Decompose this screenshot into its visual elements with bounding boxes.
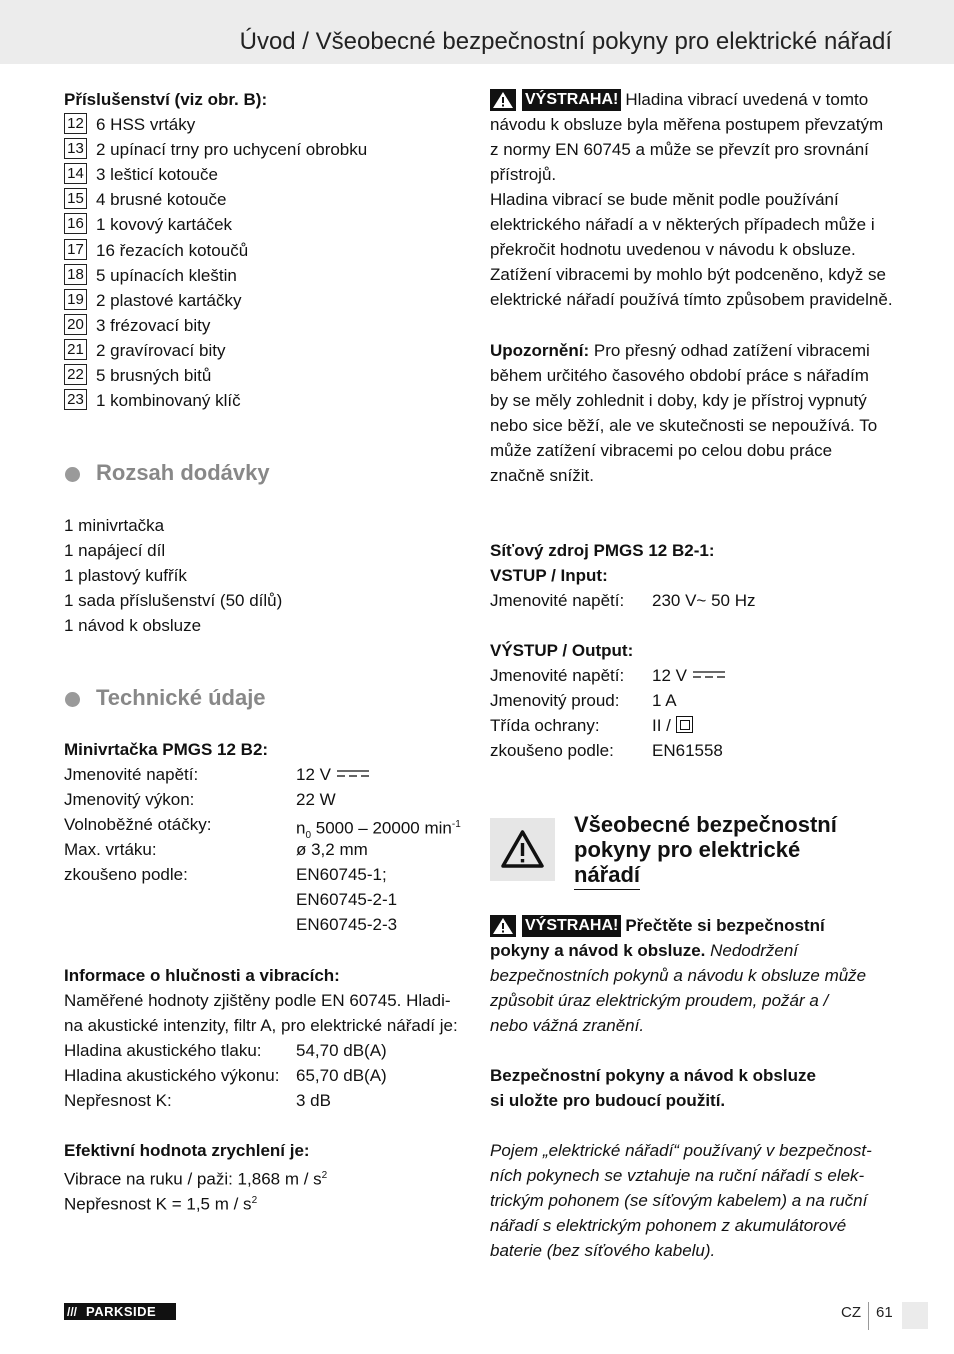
language-code: CZ bbox=[841, 1304, 861, 1321]
part-number: 13 bbox=[64, 138, 87, 159]
spec-value: EN60745-2-1 bbox=[296, 890, 398, 909]
warning-triangle-icon bbox=[490, 915, 516, 937]
keep-instructions: si uložte pro budoucí použití. bbox=[490, 1091, 726, 1110]
delivery-item: 1 napájecí díl bbox=[64, 541, 166, 560]
warning-vibration: VÝSTRAHA! Hladina vibrací uvedená v tomto bbox=[490, 87, 868, 113]
spec-value: EN60745-1; bbox=[296, 865, 387, 884]
warning-text-line: z normy EN 60745 a může se převzít pro srovnání bbox=[490, 140, 869, 159]
definition-text-line: nářadí s elektrickým pohonem z akumulátorové bbox=[490, 1216, 847, 1235]
noise-text: na akustické intenzity, filtr A, pro elektrické nářadí je: bbox=[64, 1016, 458, 1035]
accessory-item bbox=[64, 137, 367, 162]
warning-triangle-icon bbox=[490, 818, 555, 881]
spec-label: Max. vrtáku: bbox=[64, 840, 157, 859]
note-paragraph: Upozornění: Pro přesný odhad zatížení vibracemi bbox=[490, 341, 870, 360]
psu-output-label: Jmenovitý proud: bbox=[490, 691, 620, 710]
accessory-item bbox=[64, 338, 225, 363]
spec-label: Jmenovitý výkon: bbox=[64, 790, 195, 809]
part-number: 15 bbox=[64, 188, 87, 209]
bullet-icon bbox=[65, 467, 80, 482]
part-number: 14 bbox=[64, 163, 87, 184]
noise-label: Hladina akustického výkonu: bbox=[64, 1066, 280, 1085]
warning-text-line: způsobit úraz elektrickým proudem, požár a / bbox=[490, 991, 829, 1010]
spec-label: Volnoběžné otáčky: bbox=[64, 815, 212, 834]
accessory-label: 4 brusné kotouče bbox=[96, 190, 227, 210]
accessory-item bbox=[64, 363, 211, 388]
accessory-label: 3 frézovací bity bbox=[96, 315, 211, 335]
definition-text-line: ních pokynech se vztahuje na ruční nářadí s elek- bbox=[490, 1166, 865, 1185]
device-heading: Minivrtačka PMGS 12 B2: bbox=[64, 740, 269, 759]
spec-label: zkoušeno podle: bbox=[64, 865, 188, 884]
accessory-item bbox=[64, 388, 241, 413]
accel-heading: Efektivní hodnota zrychlení je: bbox=[64, 1141, 310, 1160]
noise-label: Hladina akustického tlaku: bbox=[64, 1041, 262, 1060]
delivery-item: 1 sada příslušenství (50 dílů) bbox=[64, 591, 283, 610]
accessories-heading: Příslušenství (viz obr. B): bbox=[64, 90, 268, 109]
definition-text-line: trickým pohonem (se síťovým kabelem) a na ruční bbox=[490, 1191, 868, 1210]
warning-text-line: překročit hodnotu uvedenou v návodu k obsluze. bbox=[490, 240, 856, 259]
accessory-item bbox=[64, 313, 210, 338]
safety-title: Všeobecné bezpečnostní bbox=[574, 812, 837, 837]
spec-value: 22 W bbox=[296, 790, 336, 809]
part-number: 23 bbox=[64, 389, 87, 410]
delivery-item: 1 minivrtačka bbox=[64, 516, 165, 535]
psu-output-heading: VÝSTUP / Output: bbox=[490, 641, 634, 660]
warning-text-line: přístrojů. bbox=[490, 165, 557, 184]
page-number: 61 bbox=[876, 1304, 893, 1321]
warning-text-line: elektrické nářadí používá tímto způsobem pravidelně. bbox=[490, 290, 893, 309]
noise-label: Nepřesnost K: bbox=[64, 1091, 172, 1110]
spec-value: ø 3,2 mm bbox=[296, 840, 368, 859]
footer-block bbox=[902, 1302, 928, 1329]
accessory-label: 2 plastové kartáčky bbox=[96, 290, 242, 310]
note-text-line: značně snížit. bbox=[490, 466, 594, 485]
warning-text-line: elektrického nářadí a v některých případech může i bbox=[490, 215, 875, 234]
class-ii-icon bbox=[676, 716, 693, 733]
psu-heading: Síťový zdroj PMGS 12 B2-1: bbox=[490, 541, 715, 560]
accessory-item bbox=[64, 187, 226, 212]
warning-triangle-icon bbox=[490, 89, 516, 111]
definition-text-line: baterie (bez síťového kabelu). bbox=[490, 1241, 716, 1260]
delivery-item: 1 plastový kufřík bbox=[64, 566, 187, 585]
tech-heading: Technické údaje bbox=[96, 685, 266, 710]
accel-uncertainty: Nepřesnost K = 1,5 m / $s^2$ bbox=[64, 1194, 258, 1214]
psu-output-value: EN61558 bbox=[652, 741, 723, 760]
note-text-line: může zatížení vibracemi po celou dobu práce bbox=[490, 441, 833, 460]
note-text-line: nebo sice běží, ale ve skutečnosti se nepoužívá. To bbox=[490, 416, 878, 435]
accessory-item bbox=[64, 238, 248, 263]
part-number: 21 bbox=[64, 339, 87, 360]
part-number: 18 bbox=[64, 264, 87, 285]
dc-symbol-icon bbox=[337, 769, 369, 779]
noise-value: 65,70 dB(A) bbox=[296, 1066, 387, 1085]
warning-text-line: návodu k obsluze byla měřena postupem převzatým bbox=[490, 115, 884, 134]
accessory-item bbox=[64, 162, 218, 187]
accessory-label: 2 gravírovací bity bbox=[96, 340, 226, 360]
part-number: 20 bbox=[64, 314, 87, 335]
parkside-logo: /// PARKSIDE bbox=[64, 1303, 176, 1320]
delivery-item: 1 návod k obsluze bbox=[64, 616, 202, 635]
warning-badge: VÝSTRAHA! bbox=[490, 912, 625, 937]
noise-heading: Informace o hlučnosti a vibracích: bbox=[64, 966, 340, 985]
accessory-item bbox=[64, 212, 232, 237]
warning-text-line: nebo vážná zranění. bbox=[490, 1016, 645, 1035]
noise-value: 54,70 dB(A) bbox=[296, 1041, 387, 1060]
spec-value: EN60745-2-3 bbox=[296, 915, 398, 934]
warning-badge: VÝSTRAHA! bbox=[490, 86, 625, 111]
warning-read-instructions: VÝSTRAHA! Přečtěte si bezpečnostní bbox=[490, 913, 825, 939]
note-text-line: by se měly zohlednit i doby, kdy je přístroj vypnutý bbox=[490, 391, 867, 410]
keep-instructions: Bezpečnostní pokyny a návod k obsluze bbox=[490, 1066, 816, 1085]
psu-output-label: Jmenovité napětí: bbox=[490, 666, 625, 685]
spec-label: Jmenovité napětí: bbox=[64, 765, 199, 784]
accessory-label: 2 upínací trny pro uchycení obrobku bbox=[96, 140, 368, 160]
psu-output-label: Třída ochrany: bbox=[490, 716, 600, 735]
note-text-line: během určitého časového období práce s nářadím bbox=[490, 366, 869, 385]
noise-value: 3 dB bbox=[296, 1091, 331, 1110]
accessory-label: 6 HSS vrtáky bbox=[96, 115, 196, 134]
delivery-heading: Rozsah dodávky bbox=[96, 460, 270, 485]
psu-output-value: II / bbox=[652, 713, 693, 738]
psu-output-value: 1 A bbox=[652, 691, 677, 710]
accessory-label: 16 řezacích kotoučů bbox=[96, 240, 249, 260]
part-number: 12 bbox=[64, 113, 87, 134]
warning-read-instructions: pokyny a návod k obsluze. Nedodržení bbox=[490, 941, 799, 960]
warning-text-line: Zatížení vibracemi by mohlo být podceněno, když se bbox=[490, 265, 886, 284]
safety-title: pokyny pro elektrické bbox=[574, 837, 801, 862]
accessory-label: 1 kovový kartáček bbox=[96, 215, 233, 235]
accessory-item bbox=[64, 288, 242, 313]
accessory-label: 5 upínacích kleštin bbox=[96, 265, 237, 285]
part-number: 19 bbox=[64, 289, 87, 310]
warning-text-line: Hladina vibrací se bude měnit podle používání bbox=[490, 190, 839, 209]
accel-hand-arm: Vibrace na ruku / paži: 1,868 m / $s^2$ bbox=[64, 1169, 328, 1189]
page-header bbox=[0, 0, 954, 64]
spec-value: 12 V bbox=[296, 762, 369, 787]
accessory-label: 1 kombinovaný klíč bbox=[96, 391, 241, 411]
warning-text-line: bezpečnostních pokynů a návodu k obsluze může bbox=[490, 966, 867, 985]
definition-text-line: Pojem „elektrické nářadí“ používaný v bezpečnost- bbox=[490, 1141, 872, 1160]
page-title: Úvod / Všeobecné bezpečnostní pokyny pro elektrické nářadí bbox=[239, 28, 892, 55]
accessory-label: 5 brusných bitů bbox=[96, 366, 212, 385]
footer-divider bbox=[868, 1302, 869, 1330]
bullet-icon bbox=[65, 692, 80, 707]
part-number: 16 bbox=[64, 213, 87, 234]
noise-text: Naměřené hodnoty zjištěny podle EN 60745. Hladi- bbox=[64, 991, 451, 1010]
psu-input-heading: VSTUP / Input: bbox=[490, 566, 608, 585]
spec-value: $n_0$ 5000 – 20000 $\min^{-1}$ bbox=[296, 818, 461, 842]
psu-output-label: zkoušeno podle: bbox=[490, 741, 614, 760]
part-number: 17 bbox=[64, 239, 87, 260]
accessory-label: 3 lešticí kotouče bbox=[96, 165, 218, 185]
accessory-item bbox=[64, 112, 195, 137]
dc-symbol-icon bbox=[693, 670, 725, 680]
psu-input-label: Jmenovité napětí: bbox=[490, 591, 625, 610]
accessory-item bbox=[64, 263, 237, 288]
safety-title: nářadí bbox=[574, 862, 640, 890]
psu-input-value: 230 V~ 50 Hz bbox=[652, 591, 756, 610]
part-number: 22 bbox=[64, 364, 87, 385]
psu-output-value: 12 V bbox=[652, 663, 725, 688]
